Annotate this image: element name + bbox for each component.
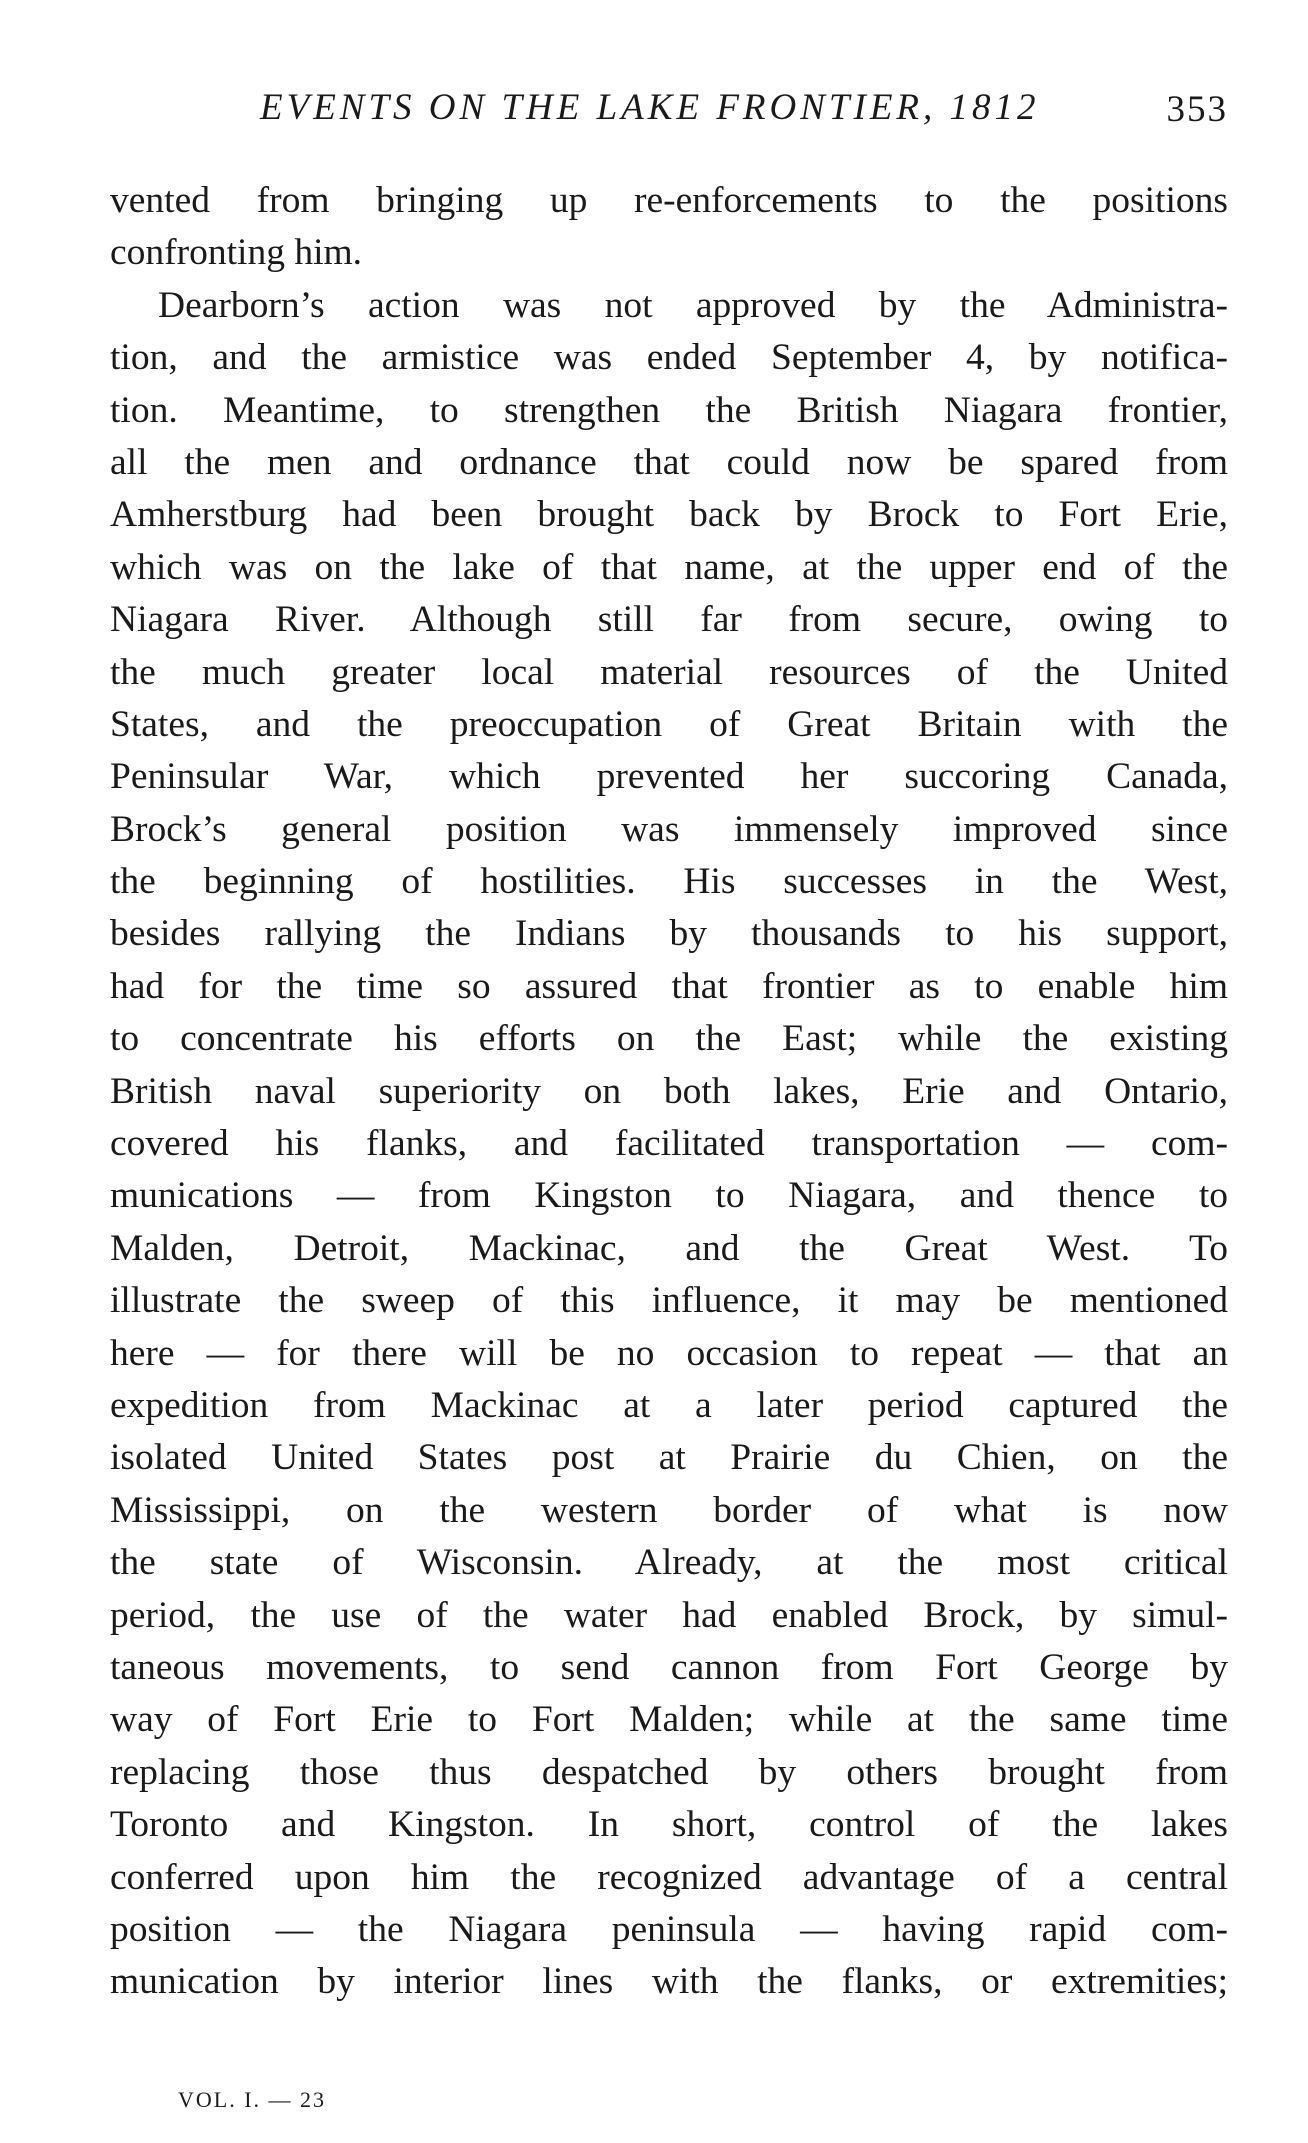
text-line: isolated United States post at Prairie du Chien, on the [110,1437,1228,1479]
text-line: British naval superiority on both lakes, Erie and Ontario, [110,1070,1228,1112]
text-line: confronting him. [110,232,363,274]
text-line: conferred upon him the recognized advantage of a central [110,1856,1228,1898]
text-line: Brock’s general position was immensely improved since [110,808,1228,850]
text-line: Malden, Detroit, Mackinac, and the Great West. To [110,1227,1228,1269]
text-line: all the men and ordnance that could now be spared from [110,441,1228,483]
text-line: to concentrate his efforts on the East; while the existing [110,1018,1228,1060]
text-line: Dearborn’s action was not approved by the Administra- [158,284,1228,326]
text-line: illustrate the sweep of this influence, it may be mentioned [110,1280,1228,1322]
text-line: the state of Wisconsin. Already, at the most critical [110,1542,1228,1584]
text-line: replacing those thus despatched by others brought from [110,1751,1228,1793]
text-line: munication by interior lines with the flanks, or extremities; [110,1961,1228,2003]
text-line: position — the Niagara peninsula — having rapid com- [110,1908,1228,1950]
text-line: tion. Meantime, to strengthen the British Niagara frontier, [110,389,1228,431]
text-line: expedition from Mackinac at a later period captured the [110,1384,1228,1426]
text-line: Amherstburg had been brought back by Brock to Fort Erie, [110,494,1228,536]
running-head [110,86,1228,146]
page-number: 353 [1166,89,1228,130]
body-text [110,175,1228,2009]
text-line: taneous movements, to send cannon from Fort George by [110,1646,1228,1688]
text-line: munications — from Kingston to Niagara, and thence to [110,1175,1228,1217]
signature-mark: VOL. I. — 23 [178,2087,327,2112]
text-line: period, the use of the water had enabled Brock, by simul- [110,1594,1228,1636]
text-line: the beginning of hostilities. His successes in the West, [110,861,1228,903]
text-line: Peninsular War, which prevented her succoring Canada, [110,756,1228,798]
text-line: had for the time so assured that frontier as to enable him [110,965,1228,1007]
text-line: way of Fort Erie to Fort Malden; while at the same time [110,1699,1228,1741]
text-line: here — for there will be no occasion to repeat — that an [110,1332,1228,1374]
text-line: which was on the lake of that name, at the upper end of the [110,546,1228,588]
text-line: Niagara River. Although still far from secure, owing to [110,599,1228,641]
text-line: tion, and the armistice was ended September 4, by notifica- [110,337,1228,379]
text-line: Mississippi, on the western border of what is now [110,1489,1228,1531]
text-line: Toronto and Kingston. In short, control of the lakes [110,1804,1228,1846]
text-line: the much greater local material resources of the United [110,651,1228,693]
text-line: besides rallying the Indians by thousands to his support, [110,913,1228,955]
text-line: States, and the preoccupation of Great Britain with the [110,703,1228,745]
running-title: EVENTS ON THE LAKE FRONTIER, 1812 [260,87,1040,128]
text-line: vented from bringing up re-enforcements to the positions [110,180,1228,221]
text-line: covered his flanks, and facilitated transportation — com- [110,1123,1228,1165]
